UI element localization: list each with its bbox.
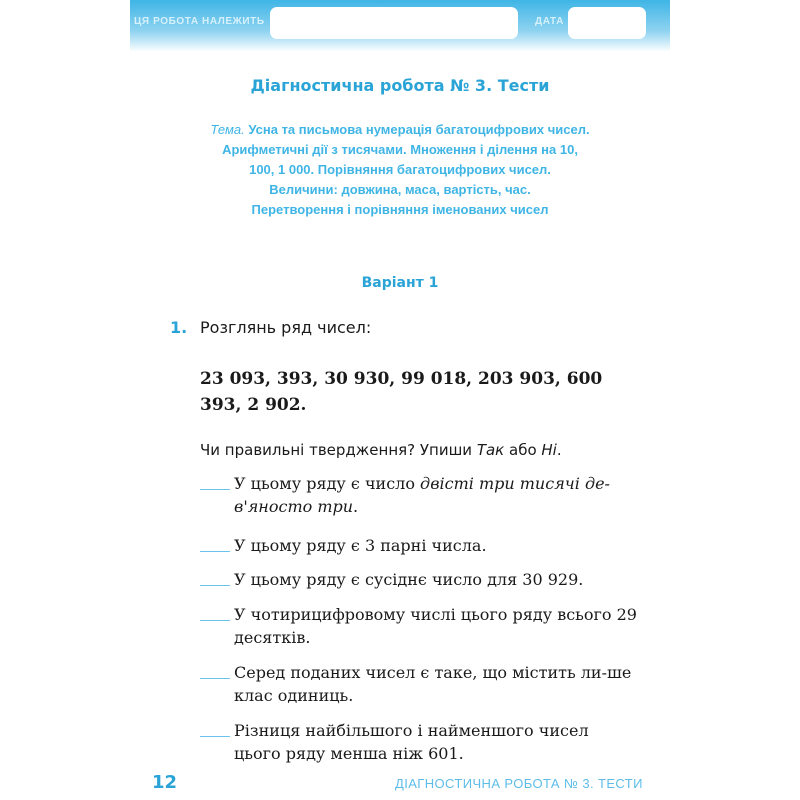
task-number: 1. — [170, 318, 188, 337]
owner-label: ЦЯ РОБОТА НАЛЕЖИТЬ — [134, 16, 265, 27]
page-number: 12 — [152, 772, 178, 793]
answer-no-word: Ні — [541, 441, 557, 459]
answer-blank[interactable] — [200, 568, 230, 586]
answer-blank[interactable] — [200, 534, 230, 552]
statement-text: У чотирицифровому числі цього ряду всього 29 десятків. — [234, 605, 637, 647]
running-footer: ДІАГНОСТИЧНА РОБОТА № 3. ТЕСТИ — [395, 776, 643, 791]
answer-blank[interactable] — [200, 661, 230, 679]
topic-line: Арифметичні дії з тисячами. Множення і ділення на 10, — [222, 142, 578, 157]
worksheet-page — [130, 0, 670, 800]
statement-text-part: У цьому ряду є число — [234, 474, 421, 493]
answer-blank[interactable] — [200, 719, 230, 737]
statement-1 — [200, 472, 640, 518]
statement-5 — [200, 661, 640, 707]
statement-text: Різниця найбільшого і найменшого чисел цього ряду менша ніж 601. — [234, 721, 589, 763]
statement-2 — [200, 534, 640, 557]
date-field[interactable] — [568, 7, 646, 39]
topic-line: Усна та письмова нумерація багатоцифрових чисел. — [248, 122, 590, 137]
statement-text: У цьому ряду є сусіднє число для 30 929. — [234, 570, 584, 589]
answer-yes-word: Так — [476, 441, 505, 459]
topic-line: 100, 1 000. Порівняння багатоцифрових чисел. — [249, 162, 551, 177]
instruction-text: або — [504, 441, 542, 459]
statement-italic-part: двісті три тисячі де-в'яносто три — [234, 474, 610, 516]
instruction-text: Чи правильні твердження? Упиши — [200, 441, 477, 459]
statement-4 — [200, 603, 640, 649]
topic-label: Тема. — [210, 122, 245, 137]
topic-line: Величини: довжина, маса, вартість, час. — [269, 182, 531, 197]
statement-6 — [200, 719, 640, 765]
variant-heading: Варіант 1 — [361, 275, 439, 291]
statement-text: Серед поданих чисел є таке, що містить ли-ше клас одиниць. — [234, 663, 632, 705]
number-series: 23 093, 393, 30 930, 99 018, 203 903, 600 393, 2 902. — [200, 369, 603, 415]
statement-3 — [200, 568, 640, 591]
header-band — [130, 0, 670, 52]
statement-text: У цьому ряду є 3 парні числа. — [234, 536, 487, 555]
task-instruction — [200, 441, 562, 459]
answer-blank[interactable] — [200, 603, 230, 621]
task-prompt: Розглянь ряд чисел: — [200, 318, 372, 337]
owner-name-field[interactable] — [270, 7, 518, 39]
topic-block — [160, 120, 640, 220]
statement-text-part: . — [353, 497, 359, 516]
statement-text — [234, 472, 640, 518]
instruction-text: . — [556, 441, 562, 459]
topic-line: Перетворення і порівняння іменованих чисел — [251, 202, 549, 217]
answer-blank[interactable] — [200, 472, 230, 490]
date-label: ДАТА — [535, 16, 564, 27]
page-title: Діагностична робота № 3. Тести — [250, 76, 550, 95]
